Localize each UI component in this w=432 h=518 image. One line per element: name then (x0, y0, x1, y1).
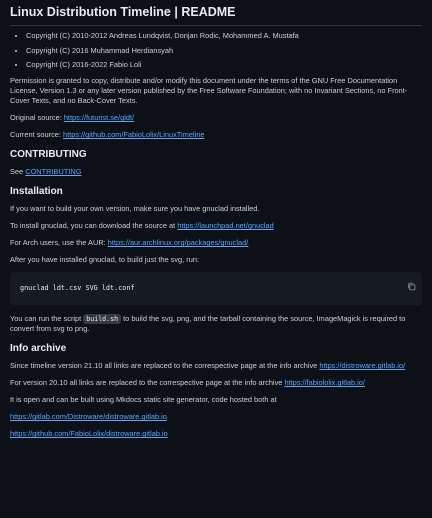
copyright-item: • Copyright (C) 2010-2012 Andreas Lundqvist, Donjan Rodic, Mohammed A. Mustafa (26, 31, 422, 41)
arch-aur-text: For Arch users, use the AUR: (10, 238, 108, 248)
info-archive-p1 (10, 361, 422, 371)
info-archive-p2-text: For version 20.10 all links are replaced to the correspective page at the info archive (10, 378, 285, 388)
code-text: gnuclad ldt.csv SVG ldt.conf (20, 284, 135, 293)
github-repo (10, 429, 422, 439)
contributing-prefix: See (10, 167, 26, 177)
current-source-link[interactable]: https://github.com/FabioLolix/LinuxTimeline (63, 130, 205, 140)
installation-intro: If you want to build your own version, make sure you have gnuclad installed. (10, 204, 260, 214)
distroware-link[interactable]: https://distroware.gitlab.io/ (319, 361, 406, 371)
contributing-paragraph (10, 167, 422, 177)
build-instructions: After you have installed gnuclad, to build just the svg, run: (10, 255, 199, 265)
original-source-link[interactable]: https://futurist.se/gldt/ (63, 113, 135, 123)
copyright-item: • Copyright (C) 2016-2022 Fabio Loli (26, 60, 422, 70)
fabiololix-link[interactable]: https://fabiololix.gitlab.io/ (284, 378, 365, 388)
current-source (10, 130, 422, 140)
info-archive-p1-text: Since timeline version 21.10 all links are replaced to the correspective page at the info archive (10, 361, 320, 371)
info-archive-p3: It is open and can be built using Mkdocs static site generator, code hosted both at (10, 395, 277, 405)
gnuclad-launchpad-link[interactable]: https://launchpad.net/gnuclad (177, 221, 274, 231)
installation-heading: Installation (10, 186, 63, 198)
arch-aur (10, 238, 422, 248)
original-source (10, 113, 422, 123)
gnuclad-download (10, 221, 422, 231)
gitlab-repo (10, 412, 422, 422)
build-script-code: build.sh (83, 314, 121, 324)
copyright-item: • Copyright (C) 2016 Muhammad Herdiansyah (26, 46, 422, 56)
code-block (10, 272, 422, 305)
gnuclad-download-text: To install gnuclad, you can download the source at (10, 221, 178, 231)
page-title: Linux Distribution Timeline | README (10, 4, 422, 26)
build-script-paragraph (10, 314, 422, 334)
gitlab-repo-link[interactable]: https://gitlab.com/Distroware/distroware.gitlab.io (10, 412, 167, 422)
github-repo-link[interactable]: https://github.com/FabioLolix/distroware.gitlab.io (10, 429, 168, 439)
build-script-prefix: You can run the script (10, 314, 84, 324)
original-source-label: Original source: (10, 113, 64, 123)
aur-link[interactable]: https://aur.archlinux.org/packages/gnuclad/ (107, 238, 249, 248)
copy-icon[interactable] (407, 282, 416, 291)
copyright-list (10, 31, 422, 70)
info-archive-p2 (10, 378, 422, 388)
license-paragraph: Permission is granted to copy, distribute and/or modify this document under the terms of the GNU Free Documentation License, Version 1.3 or any later version published by the Free Software Foundation; with no Invariant Sections, no Front-Cover Texts, and no Back-Cover Texts. (10, 76, 408, 106)
contributing-heading: CONTRIBUTING (10, 149, 87, 161)
info-archive-heading: Info archive (10, 343, 67, 355)
contributing-link[interactable]: CONTRIBUTING (25, 167, 82, 177)
current-source-label: Current source: (10, 130, 63, 140)
build-script-suffix: to build the svg, png, and the tarball containing the source, ImageMagick is required to convert from svg to png. (10, 314, 406, 334)
